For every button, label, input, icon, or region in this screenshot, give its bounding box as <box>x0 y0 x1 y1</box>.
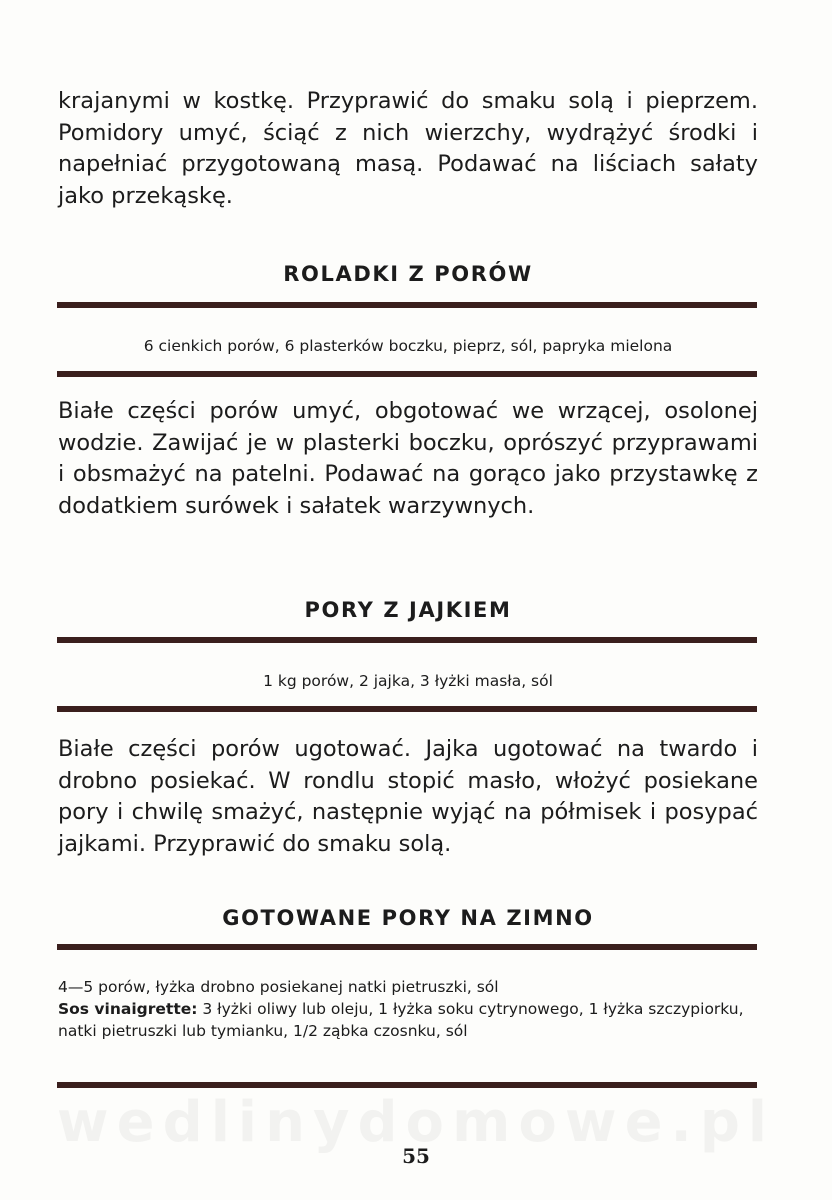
divider-rule <box>57 944 757 950</box>
recipe-ingredients-pory-z-jajkiem: 1 kg porów, 2 jajka, 3 łyżki masła, sól <box>263 672 553 690</box>
recipe-ingredients-roladki: 6 cienkich porów, 6 plasterków boczku, pieprz, sól, papryka mielona <box>143 337 673 355</box>
divider-rule <box>57 637 757 643</box>
divider-rule <box>57 302 757 308</box>
sauce-ingredients: 3 łyżki oliwy lub oleju, 1 łyżka soku cytrynowego, 1 łyżka szczypiorku, natki pietruszki lub tymianku, 1/2 ząbka czosnku, sól <box>58 1000 744 1040</box>
sauce-label: Sos vinaigrette: <box>58 1000 198 1018</box>
page-number: 55 <box>402 1144 430 1168</box>
ingredients-main: 4—5 porów, łyżka drobno posiekanej natki pietruszki, sól <box>58 978 499 996</box>
intro-paragraph: krajanymi w kostkę. Przyprawić do smaku solą i pieprzem. Pomidory umyć, ściąć z nich wierzchy, wydrążyć środki i napełniać przygotowaną masą. Podawać na liściach sałaty jako przekąskę. <box>58 88 758 209</box>
recipe-ingredients-gotowane-pory <box>58 976 758 1042</box>
recipe-title-roladki: ROLADKI Z PORÓW <box>283 262 533 286</box>
recipe-instructions-roladki: Białe części porów umyć, obgotować we wrzącej, osolonej wodzie. Zawijać je w plasterki boczku, oprószyć przyprawami i obsmażyć na patelni. Podawać na gorąco jako przystawkę z dodatkiem surówek i sałatek warzywnych. <box>58 398 758 519</box>
recipe-title-gotowane-pory: GOTOWANE PORY NA ZIMNO <box>222 906 594 930</box>
divider-rule <box>57 371 757 377</box>
divider-rule <box>57 1082 757 1088</box>
recipe-title-pory-z-jajkiem: PORY Z JAJKIEM <box>304 598 512 622</box>
recipe-instructions-pory-z-jajkiem: Białe części porów ugotować. Jajka ugotować na twardo i drobno posiekać. W rondlu stopić masło, włożyć posiekane pory i chwilę smażyć, następnie wyjąć na półmisek i posypać jajkami. Przyprawić do smaku solą. <box>58 736 758 857</box>
divider-rule <box>57 706 757 712</box>
